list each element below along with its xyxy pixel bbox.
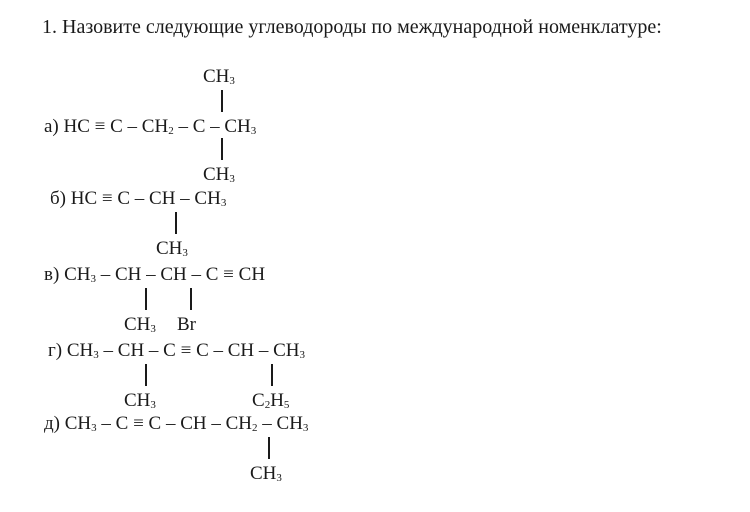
formula-v-main-chain: в) CH3 – CH – CH – C ≡ CH bbox=[44, 264, 266, 285]
formula-a-bond-down bbox=[221, 138, 223, 160]
formula-v-substituent-2: Br bbox=[177, 314, 196, 335]
formula-g-bond-2 bbox=[271, 364, 273, 386]
formula-d-bond-down bbox=[268, 437, 270, 459]
formula-v-bond-1 bbox=[145, 288, 147, 310]
formula-v-substituent-1: CH3 bbox=[124, 314, 156, 335]
formula-v-bond-2 bbox=[190, 288, 192, 310]
formula-a-label: а) bbox=[44, 116, 59, 137]
formula-a-bond-up bbox=[221, 90, 223, 112]
formula-d-label: д) bbox=[44, 413, 60, 434]
formula-g-bond-1 bbox=[145, 364, 147, 386]
formula-b-bond-down bbox=[175, 212, 177, 234]
formula-v-label: в) bbox=[44, 264, 60, 285]
formula-g-substituent-2: C2H5 bbox=[252, 390, 290, 411]
task-title: 1. Назовите следующие углеводороды по международной номенклатуре: bbox=[42, 16, 662, 38]
formula-g-main-chain: г) CH3 – CH – C ≡ C – CH – CH3 bbox=[48, 340, 306, 361]
formula-a-main-chain: а) HC ≡ C – CH2 – C – CH3 bbox=[44, 116, 257, 137]
formula-d-main-chain: д) CH3 – C ≡ C – CH – CH2 – CH3 bbox=[44, 413, 309, 434]
formula-d-bottom-substituent: CH3 bbox=[250, 463, 282, 484]
formula-b-main-chain: б) HC ≡ C – CH – CH3 bbox=[50, 188, 227, 209]
formula-a-bottom-substituent: CH3 bbox=[203, 164, 235, 185]
formula-g-substituent-1: CH3 bbox=[124, 390, 156, 411]
formula-b-label: б) bbox=[50, 188, 66, 209]
formula-a-top-substituent: CH3 bbox=[203, 66, 235, 87]
formula-b-bottom-substituent: CH3 bbox=[156, 238, 188, 259]
formula-g-label: г) bbox=[48, 340, 63, 361]
